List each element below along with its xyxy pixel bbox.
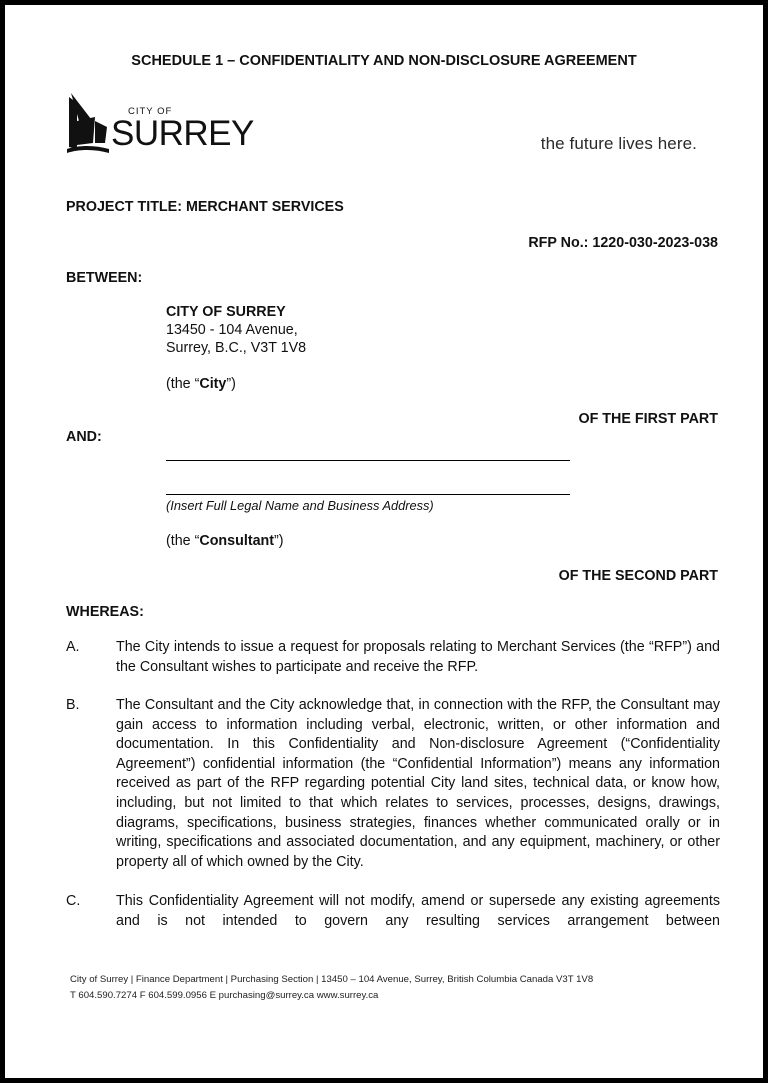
second-part-label: OF THE SECOND PART <box>558 568 718 584</box>
logo-large-text: SURREY <box>111 114 254 153</box>
recital-text-c: This Confidentiality Agreement will not modify, amend or supersede any existing agreements and is not intended to govern any resulting services arrangement between <box>116 893 720 929</box>
party1-address-line1: 13450 - 104 Avenue, <box>166 322 298 338</box>
insert-instruction: (Insert Full Legal Name and Business Address) <box>166 498 434 513</box>
recital-letter-c: C. <box>66 893 81 909</box>
and-label: AND: <box>66 429 102 445</box>
city-of-surrey-logo <box>65 91 265 161</box>
party1-block <box>166 303 306 357</box>
party1-name: CITY OF SURREY <box>166 304 286 320</box>
signature-line-1 <box>166 460 570 461</box>
party1-address-line2: Surrey, B.C., V3T 1V8 <box>166 340 307 356</box>
rfp-number: RFP No.: 1220-030-2023-038 <box>528 235 718 251</box>
recital-letter-a: A. <box>66 639 80 655</box>
sails-icon <box>65 91 265 161</box>
first-part-label: OF THE FIRST PART <box>578 411 718 427</box>
footer-line-1: City of Surrey | Finance Department | Purchasing Section | 13450 – 104 Avenue, Surrey, British Columbia Canada V3T 1V8 <box>70 974 594 985</box>
recital-text-b: The Consultant and the City acknowledge that, in connection with the RFP, the Consultant may gain access to information including verbal, electronic, written, or other information and documentation. In this Confidentiality and Non-disclosure Agreement (“Confidentiality Agreement”) confidential information (the “Confidential Information”) means any information received as part of the RFP regarding potential City land sites, technical data, or know how, including, but not limited to that which relates to services, processes, designs, drawings, diagrams, specifications, business strategies, finances whether communicated orally or in writing, specifications and associated documentation, and any equipment, machinery, or other property all of which owned by the City. <box>116 697 720 870</box>
party2-alias: (the “Consultant”) <box>166 533 284 549</box>
whereas-label: WHEREAS: <box>66 604 144 620</box>
party1-alias: (the “City”) <box>166 376 236 392</box>
tagline: the future lives here. <box>540 134 697 153</box>
signature-line-2 <box>166 494 570 495</box>
recital-text-a: The City intends to issue a request for proposals relating to Merchant Services (the “RFP”) and the Consultant wishes to participate and receive the RFP. <box>116 639 720 675</box>
recital-letter-b: B. <box>66 697 80 713</box>
between-label: BETWEEN: <box>66 270 143 286</box>
footer-line-2: T 604.590.7274 F 604.599.0956 E purchasing@surrey.ca www.surrey.ca <box>70 990 379 1001</box>
project-title: PROJECT TITLE: MERCHANT SERVICES <box>66 199 344 215</box>
logo-small-text: CITY OF <box>128 106 173 117</box>
document-heading: SCHEDULE 1 – CONFIDENTIALITY AND NON-DISCLOSURE AGREEMENT <box>131 53 637 69</box>
